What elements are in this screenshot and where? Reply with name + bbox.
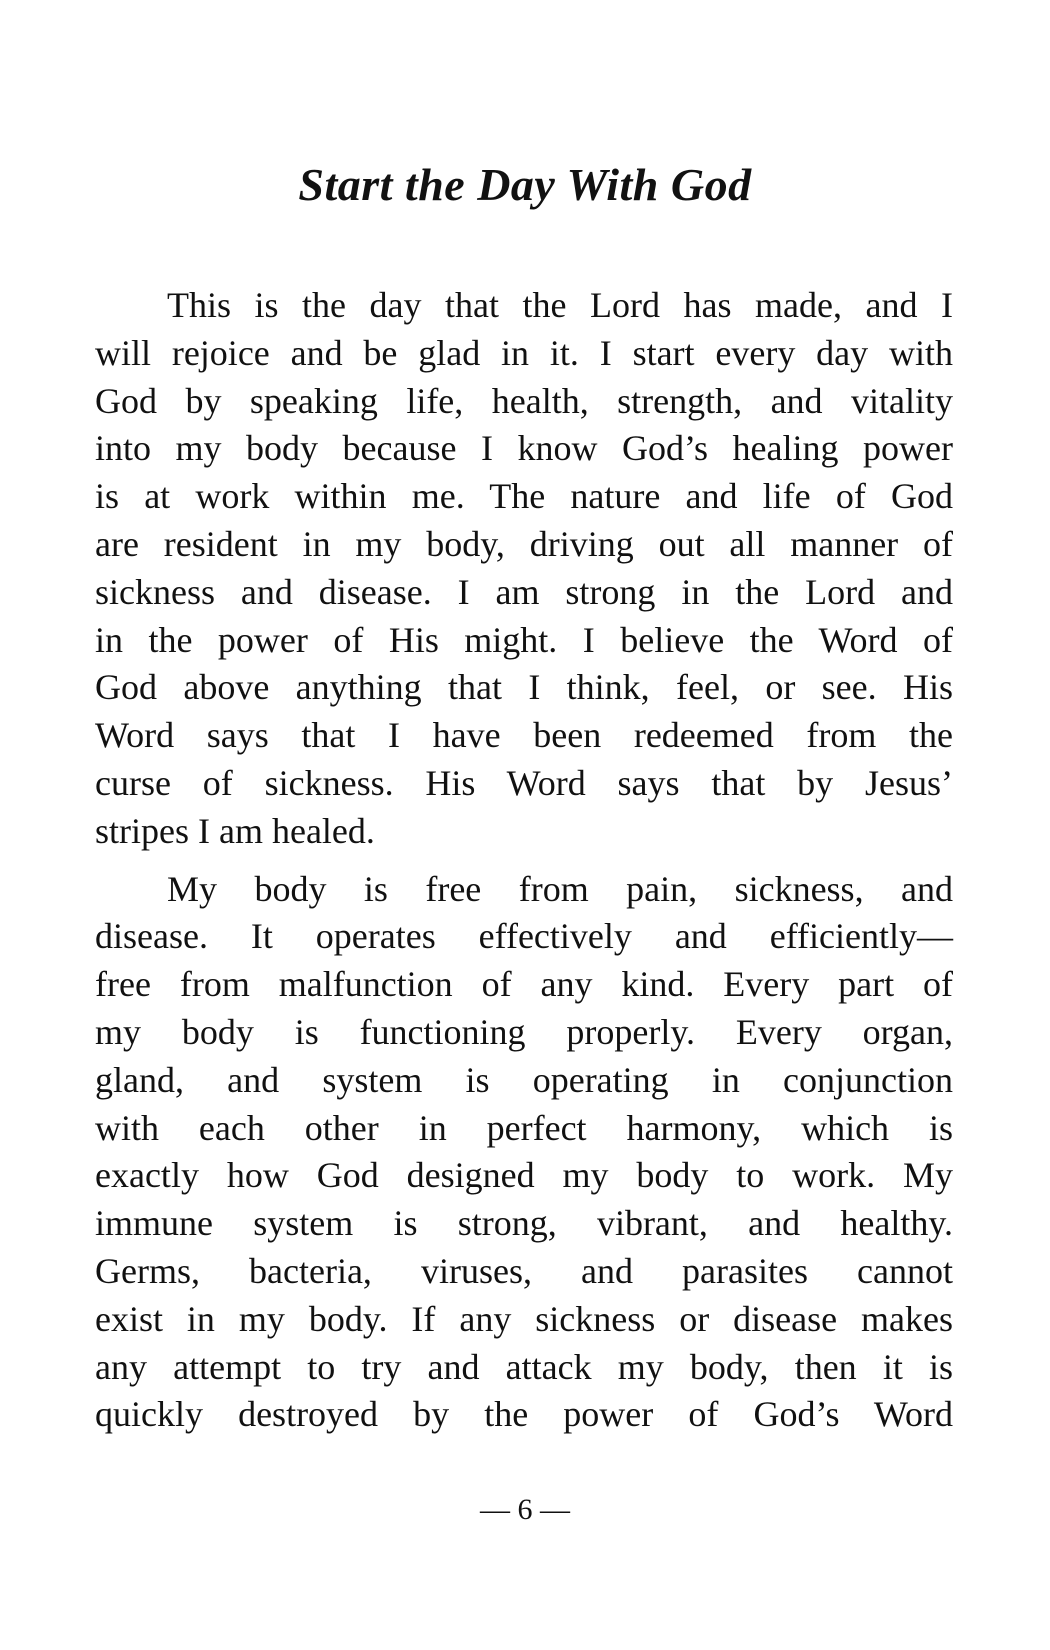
text-line: Germs, bacteria, viruses, and parasites cannot [95,1250,953,1291]
text-line: God above anything that I think, feel, or see. His [95,667,953,708]
text-line: This is the day that the Lord has made, and I [167,285,953,325]
text-line: God by speaking life, health, strength, and vitality [95,380,953,421]
text-line: into my body because I know God’s healing power [95,428,953,469]
text-line: immune system is strong, vibrant, and healthy. [95,1203,953,1244]
body-text [95,282,953,1439]
text-line: sickness and disease. I am strong in the Lord and [95,571,953,612]
text-line: will rejoice and be glad in it. I start every day with [95,332,953,373]
text-line: my body is functioning properly. Every organ, [95,1011,953,1052]
page-title: Start the Day With God [298,159,752,210]
text-line: quickly destroyed by the power of God’s Word [95,1394,953,1435]
text-line: disease. It operates effectively and efficiently— [95,916,953,957]
paragraph-1 [95,282,953,856]
text-line: curse of sickness. His Word says that by Jesus’ [95,762,953,803]
text-line: exist in my body. If any sickness or disease makes [95,1298,953,1339]
text-line: is at work within me. The nature and life of God [95,476,953,517]
text-line: with each other in perfect harmony, which is [95,1107,953,1148]
text-line: My body is free from pain, sickness, and [167,868,953,909]
text-line: gland, and system is operating in conjunction [95,1059,953,1100]
text-line: are resident in my body, driving out all manner of [95,523,953,564]
text-line: free from malfunction of any kind. Every part of [95,964,953,1005]
text-line: exactly how God designed my body to work. My [95,1155,953,1196]
text-line: stripes I am healed. [95,810,375,851]
page-number: — 6 — [480,1493,570,1526]
text-line: any attempt to try and attack my body, then it is [95,1346,953,1387]
paragraph-2 [95,866,953,1440]
text-line: in the power of His might. I believe the Word of [95,619,953,660]
text-line: Word says that I have been redeemed from the [95,715,953,756]
